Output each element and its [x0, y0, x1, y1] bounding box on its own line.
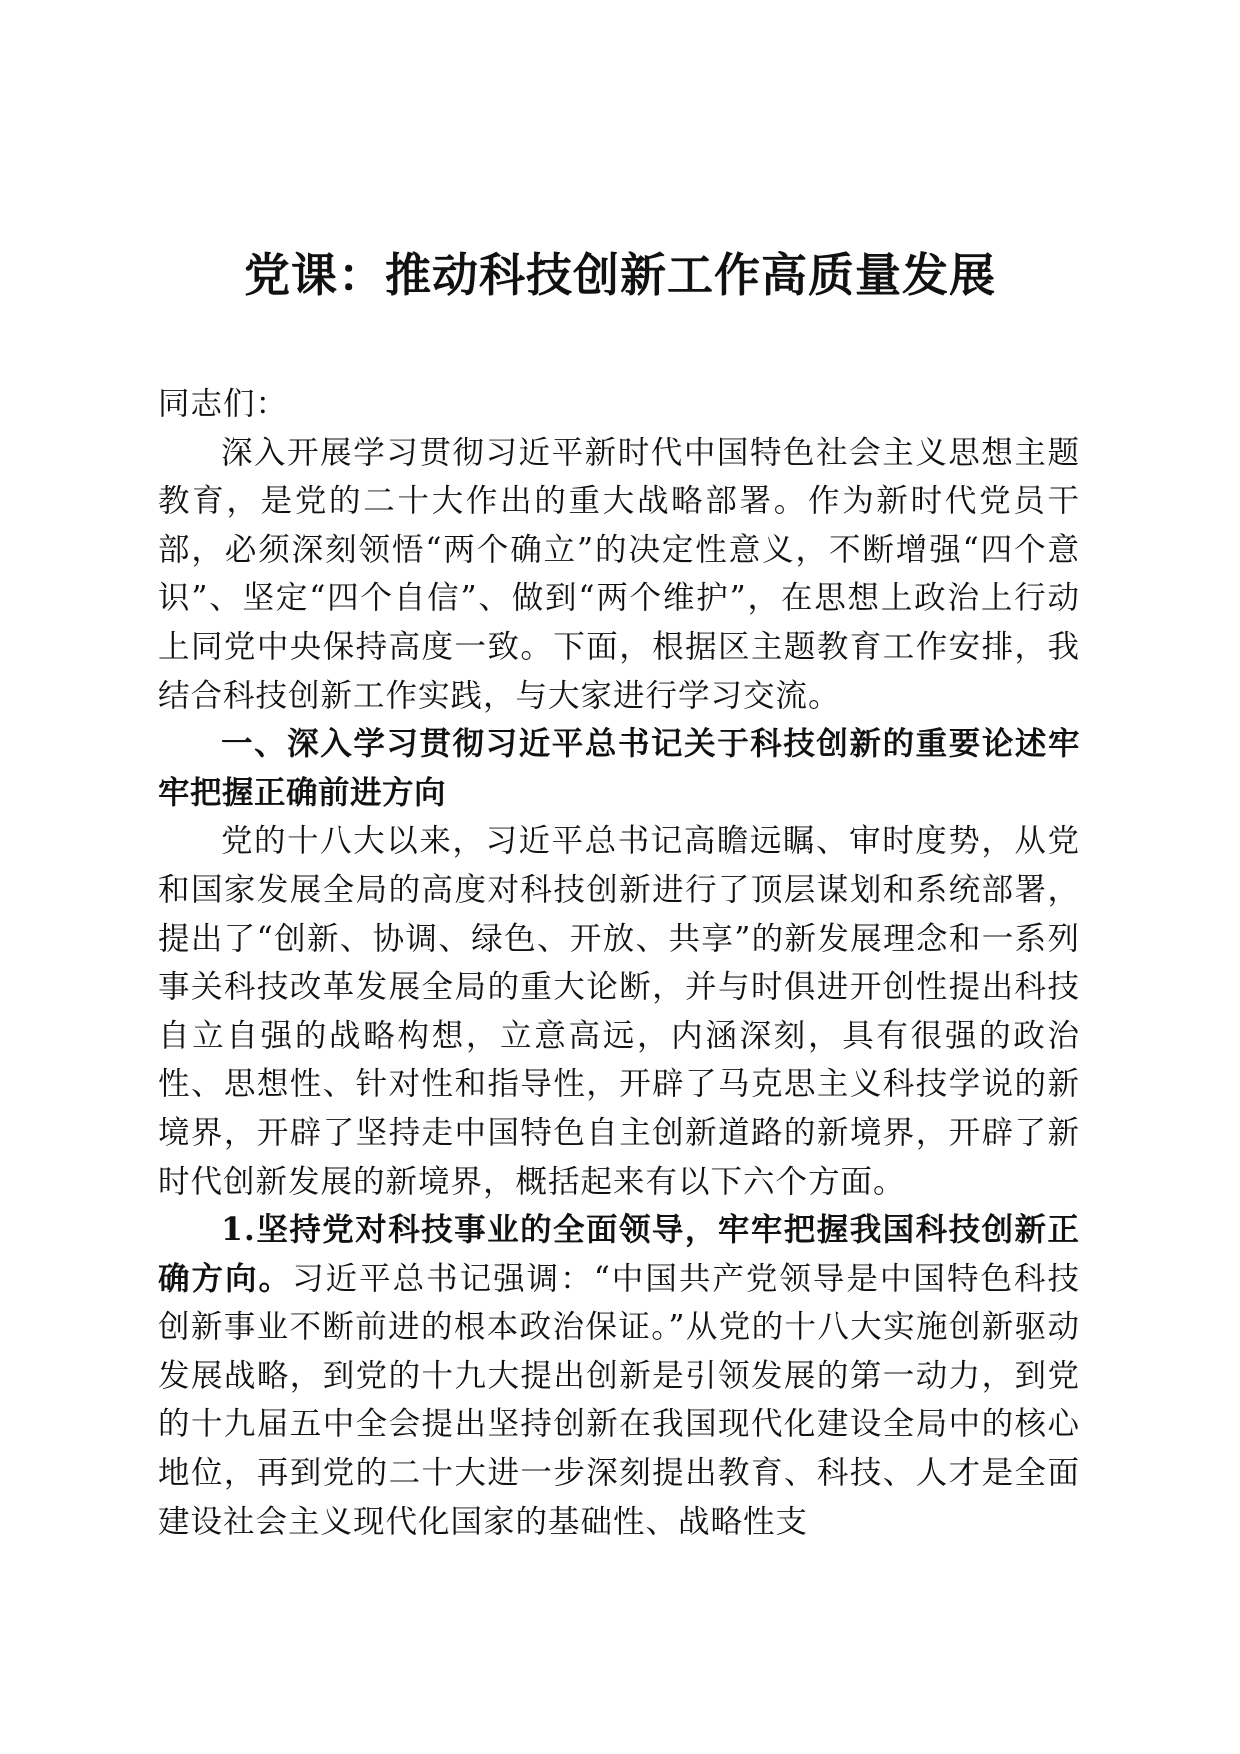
point-1-paragraph: [158, 1206, 1080, 1546]
point-1-bold-lead: 1.坚持党对科技事业的全面领导，牢牢把握我国科技创新正确方向。: [158, 1211, 1080, 1297]
point-1-text: 习近平总书记强调：“中国共产党领导是中国特色科技创新事业不断前进的根本政治保证。”从党的十八大实施创新驱动发展战略，到党的十九大提出创新是引领发展的第一动力，到党的十九届五中全会提出坚持创新在我国现代化建设全局中的核心地位，再到党的二十大进一步深刻提出教育、科技、人才是全面建设社会主义现代化国家的基础性、战略性支: [158, 1260, 1080, 1540]
section-1-paragraph: 党的十八大以来，习近平总书记高瞻远瞩、审时度势，从党和国家发展全局的高度对科技创新进行了顶层谋划和系统部署，提出了“创新、协调、绿色、开放、共享”的新发展理念和一系列事关科技改革发展全局的重大论断，并与时俱进开创性提出科技自立自强的战略构想，立意高远，内涵深刻，具有很强的政治性、思想性、针对性和指导性，开辟了马克思主义科技学说的新境界，开辟了坚持走中国特色自主创新道路的新境界，开辟了新时代创新发展的新境界，概括起来有以下六个方面。: [158, 823, 1080, 1200]
section-heading-1: 一、深入学习贯彻习近平总书记关于科技创新的重要论述牢牢把握正确前进方向: [158, 726, 1080, 811]
document-title: 党课：推动科技创新工作高质量发展: [244, 248, 996, 302]
intro-paragraph: 深入开展学习贯彻习近平新时代中国特色社会主义思想主题教育，是党的二十大作出的重大战略部署。作为新时代党员干部，必须深刻领悟“两个确立”的决定性意义，不断增强“四个意识”、坚定“四个自信”、做到“两个维护”，在思想上政治上行动上同党中央保持高度一致。下面，根据区主题教育工作安排，我结合科技创新工作实践，与大家进行学习交流。: [158, 434, 1080, 714]
document-body: [158, 380, 1080, 1546]
salutation: 同志们：: [158, 386, 289, 422]
